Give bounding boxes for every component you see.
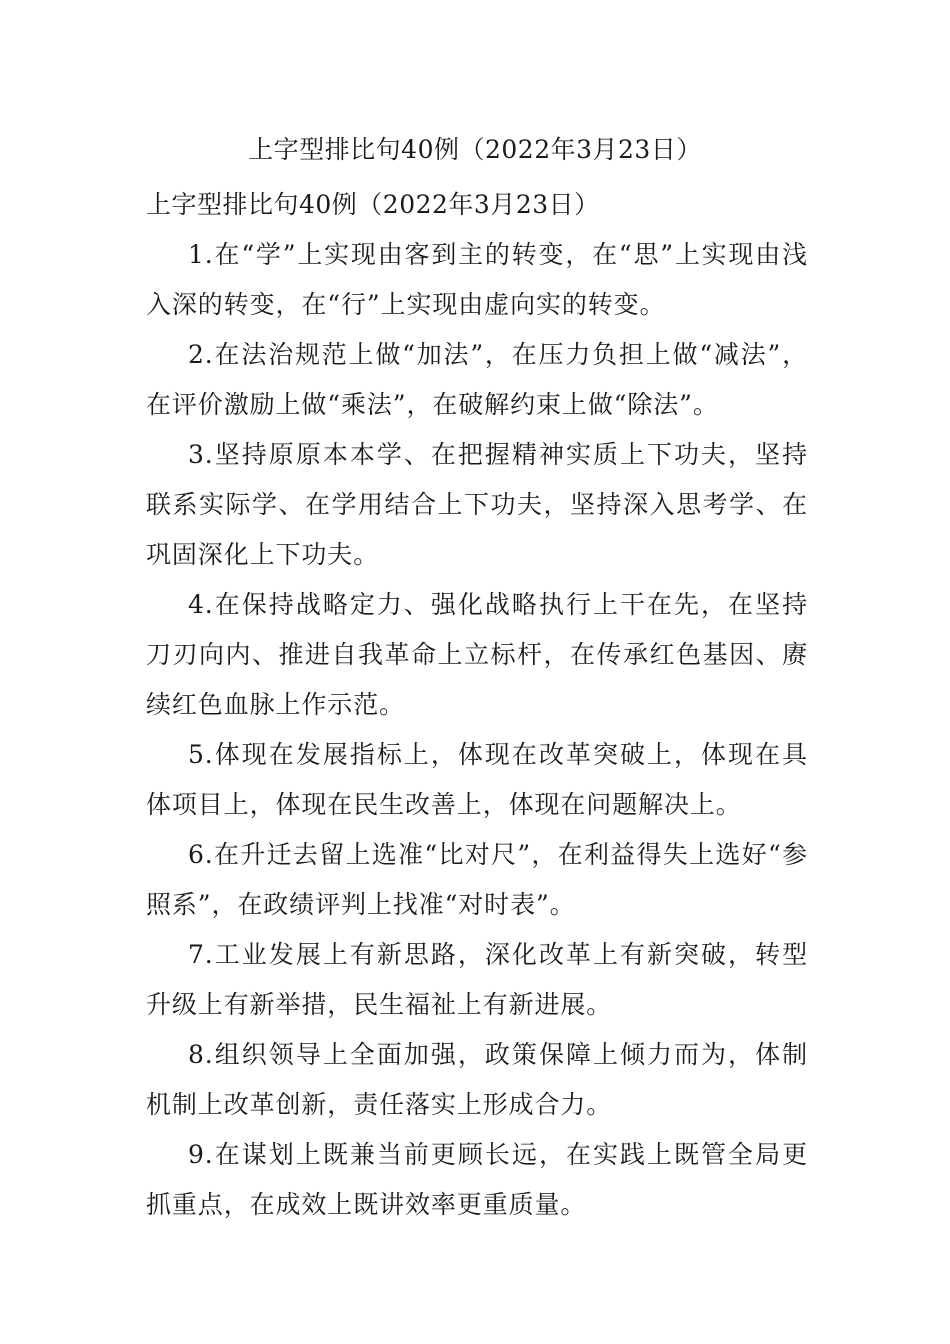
paragraph-item-8: 8.组织领导上全面加强，政策保障上倾力而为，体制机制上改革创新，责任落实上形成合力。 <box>146 1040 808 1119</box>
document-body <box>146 180 808 1230</box>
paragraph-item-9: 9.在谋划上既兼当前更顾长远，在实践上既管全局更抓重点，在成效上既讲效率更重质量。 <box>146 1140 808 1219</box>
paragraph-item-2: 2.在法治规范上做“加法”，在压力负担上做“减法”，在评价激励上做“乘法”，在破解约束上做“除法”。 <box>146 340 808 419</box>
paragraph-item-1: 1.在“学”上实现由客到主的转变，在“思”上实现由浅入深的转变，在“行”上实现由虚向实的转变。 <box>146 240 808 319</box>
paragraph-item-6: 6.在升迁去留上选准“比对尺”，在利益得失上选好“参照系”，在政绩评判上找准“对时表”。 <box>146 840 808 919</box>
document-subtitle: 上字型排比句40例（2022年3月23日） <box>146 190 600 219</box>
paragraph-item-3: 3.坚持原原本本学、在把握精神实质上下功夫，坚持联系实际学、在学用结合上下功夫，坚持深入思考学、在巩固深化上下功夫。 <box>146 440 808 569</box>
paragraph-item-4: 4.在保持战略定力、强化战略执行上干在先，在坚持刀刃向内、推进自我革命上立标杆，在传承红色基因、赓续红色血脉上作示范。 <box>146 590 808 719</box>
paragraph-item-5: 5.体现在发展指标上，体现在改革突破上，体现在具体项目上，体现在民生改善上，体现在问题解决上。 <box>146 740 808 819</box>
document-title: 上字型排比句40例（2022年3月23日） <box>248 135 702 164</box>
paragraph-item-7: 7.工业发展上有新思路，深化改革上有新突破，转型升级上有新举措，民生福祉上有新进展。 <box>146 940 808 1019</box>
